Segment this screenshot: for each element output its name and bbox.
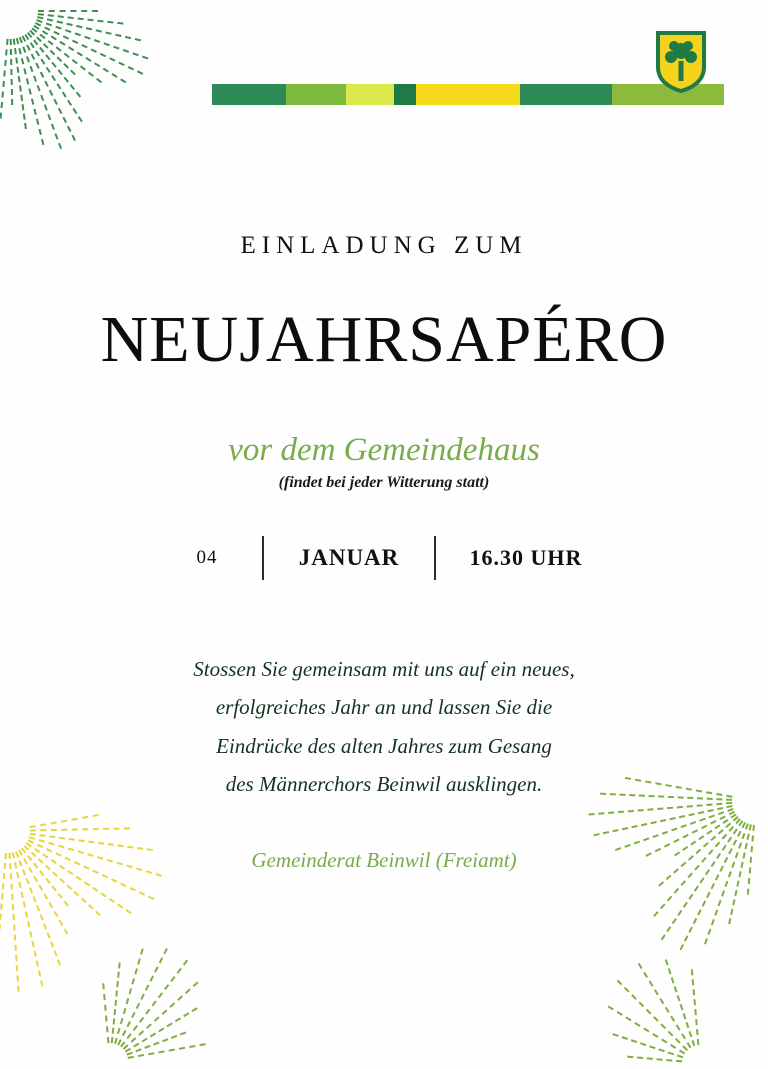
burst-ray bbox=[661, 820, 743, 940]
burst-ray bbox=[16, 38, 45, 145]
burst-ray bbox=[627, 1056, 682, 1063]
burst-ray bbox=[120, 960, 188, 1048]
burst-ray bbox=[608, 1006, 685, 1055]
burst-ray bbox=[617, 980, 688, 1051]
invitation-body-line: Stossen Sie gemeinsam mit uns auf ein neues, bbox=[193, 657, 575, 681]
invitation-signature: Gemeinderat Beinwil (Freiamt) bbox=[251, 848, 517, 872]
burst-ray bbox=[33, 25, 126, 84]
burst-ray bbox=[102, 983, 109, 1043]
burst-ray bbox=[37, 16, 141, 41]
burst-ray bbox=[36, 19, 148, 59]
burst-ray bbox=[638, 963, 692, 1048]
burst-ray bbox=[588, 802, 732, 816]
burst-ray bbox=[27, 32, 81, 97]
invitation-body-text bbox=[134, 650, 634, 804]
burst-ray bbox=[30, 827, 130, 831]
burst-ray bbox=[680, 822, 746, 950]
burst-ray bbox=[728, 824, 752, 924]
burst-ray bbox=[594, 805, 733, 836]
event-month: JANUAR bbox=[298, 545, 400, 570]
burst-ray bbox=[29, 814, 98, 828]
burst-ray bbox=[8, 853, 19, 992]
burst-ray bbox=[612, 1033, 683, 1058]
ribbon-segment-mid-green bbox=[286, 84, 346, 105]
ribbon-segment-dark-green-2 bbox=[520, 84, 612, 105]
burst-ray bbox=[0, 39, 9, 119]
burst-ray bbox=[10, 39, 14, 105]
invitation-body-line: des Männerchors Beinwil ausklingen. bbox=[225, 772, 543, 797]
burst-ray bbox=[24, 34, 83, 123]
ribbon-segment-yellow bbox=[416, 84, 520, 105]
ribbon-segment-dark-green bbox=[212, 84, 286, 105]
burst-ray bbox=[128, 1043, 206, 1059]
burst-ray bbox=[665, 959, 696, 1046]
burst-ray bbox=[704, 823, 749, 944]
burst-ray bbox=[114, 949, 144, 1044]
event-date-row bbox=[0, 536, 768, 580]
invitation-kicker: EINLADUNG ZUM bbox=[240, 232, 528, 259]
burst-ray bbox=[31, 27, 102, 83]
burst-ray bbox=[615, 808, 734, 851]
burst-ray bbox=[111, 962, 121, 1043]
event-time: 16.30 UHR bbox=[469, 545, 583, 570]
header-ribbon bbox=[212, 84, 724, 105]
event-day: 04 bbox=[196, 547, 218, 568]
burst-ray bbox=[38, 13, 123, 24]
beinwil-coat-of-arms-icon bbox=[656, 31, 706, 93]
invitation-body-line: erfolgreiches Jahr an und lassen Sie die bbox=[215, 695, 553, 720]
burst-ray bbox=[125, 1007, 198, 1052]
ribbon-segment-deep-green bbox=[394, 84, 416, 105]
burst-ray bbox=[625, 777, 732, 798]
ribbon-segment-light-green bbox=[346, 84, 394, 105]
burst-ray bbox=[38, 10, 98, 12]
burst-ray bbox=[123, 981, 199, 1049]
burst-ray bbox=[22, 36, 76, 142]
burst-ray bbox=[35, 22, 143, 75]
invitation-body-line: Eindrücke des alten Jahres zum Gesang bbox=[216, 733, 552, 758]
burst-ray bbox=[691, 969, 700, 1045]
burst-ray bbox=[19, 37, 62, 150]
event-weather-note: (findet bei jeder Witterung statt) bbox=[278, 474, 490, 491]
burst-ray bbox=[13, 39, 27, 129]
burst-ray bbox=[29, 30, 75, 75]
page-title: NEUJAHRSAPÉRO bbox=[100, 303, 668, 376]
event-location: vor dem Gemeindehaus bbox=[228, 432, 540, 468]
burst-ray bbox=[126, 1032, 185, 1056]
burst-ray bbox=[117, 948, 168, 1046]
